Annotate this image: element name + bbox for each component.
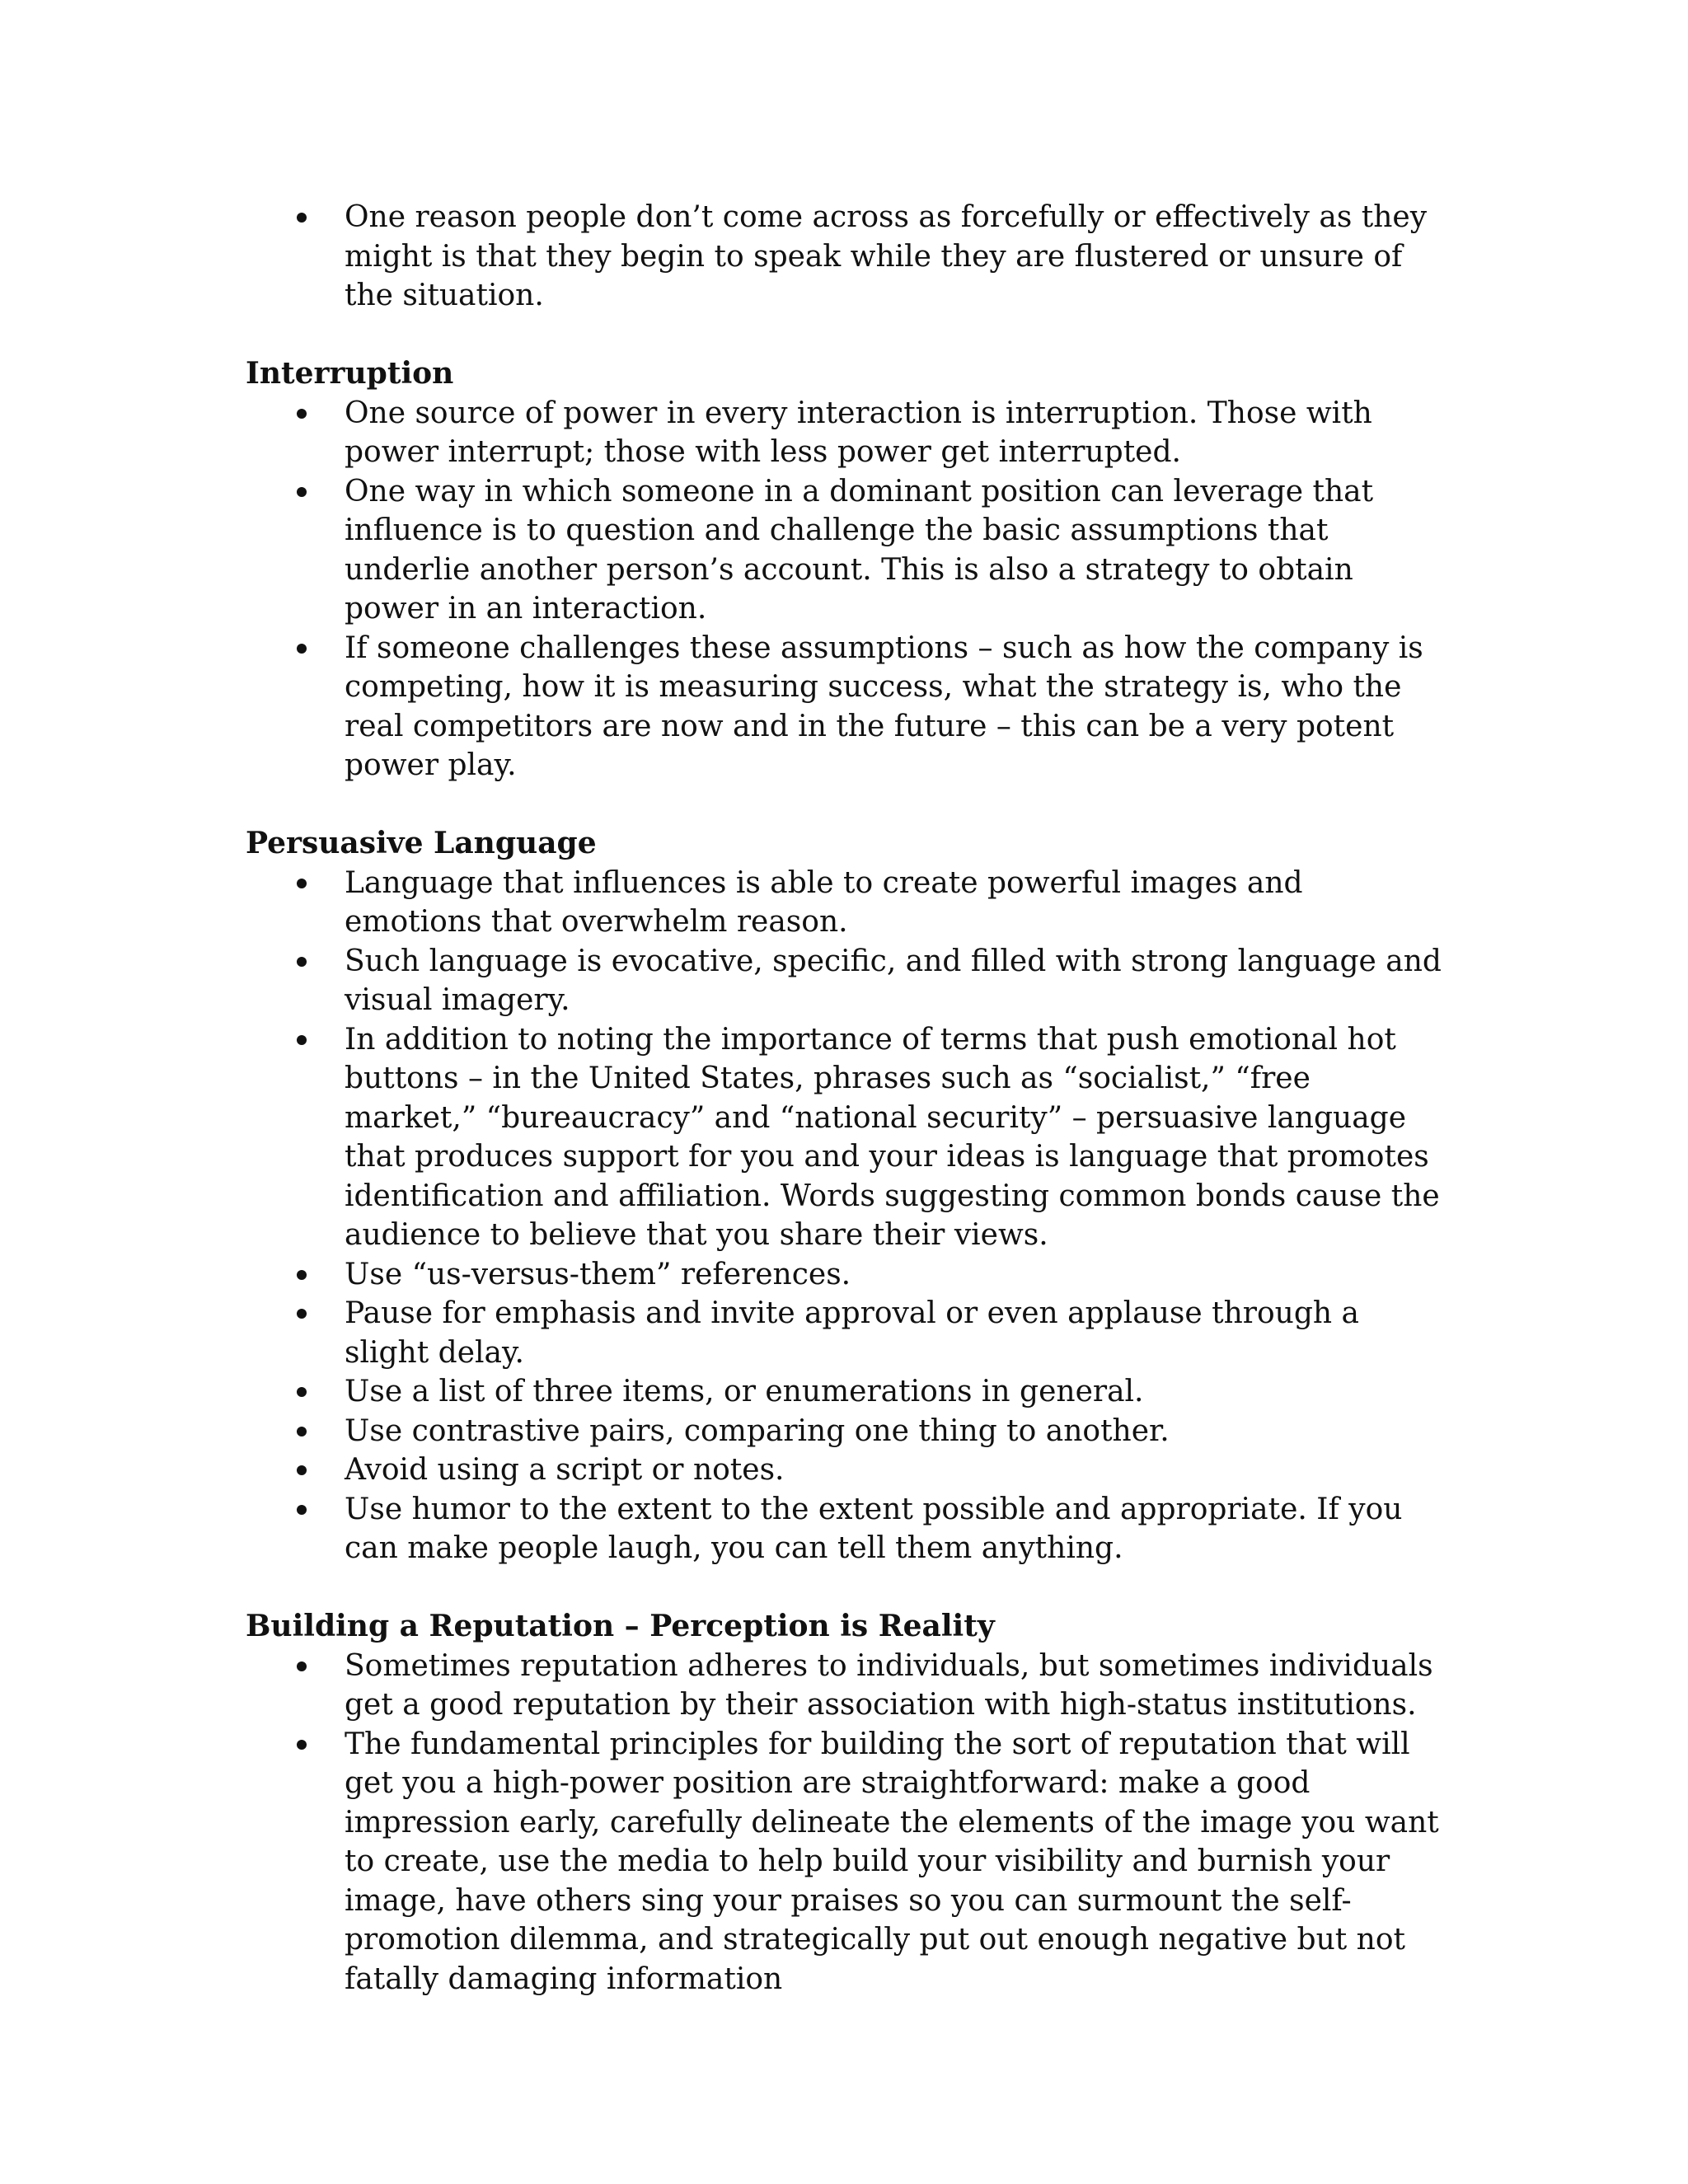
section-spacer <box>246 785 1449 825</box>
bullet-text: Such language is evocative, specific, and filled with strong language and visual imagery. <box>345 944 1442 1017</box>
bullet-item <box>246 1020 1449 1255</box>
bullet-item <box>246 1725 1449 1999</box>
bullet-text: If someone challenges these assumptions – such as how the company is competing, how it is measuring success, what the strategy is, who the real competitors are now and in the future – this can be a very potent power play. <box>345 630 1423 782</box>
bullet-item <box>246 1647 1449 1725</box>
section-spacer <box>246 316 1449 355</box>
bullet-text: In addition to noting the importance of terms that push emotional hot buttons – in the United States, phrases such as “socialist,” “free market,” “bureaucracy” and “national security” – persuasive language that produces support for you and your ideas is language that promotes identification and affiliation. Words suggesting common bonds cause the audience to believe that you share their views. <box>345 1022 1440 1252</box>
section-spacer <box>246 1568 1449 1608</box>
bullet-dot-icon <box>297 213 307 223</box>
bullet-dot-icon <box>297 1740 307 1750</box>
bullet-item <box>246 629 1449 785</box>
bullet-text: One reason people don’t come across as forcefully or effectively as they might is that they begin to speak while they are flustered or unsure of the situation. <box>345 200 1428 312</box>
bullet-dot-icon <box>297 1035 307 1045</box>
bullet-dot-icon <box>297 644 307 654</box>
bullet-dot-icon <box>297 1270 307 1280</box>
intro-bullet-list <box>246 198 1449 316</box>
document-body <box>246 198 1449 1999</box>
bullet-item <box>246 1451 1449 1490</box>
section-heading-persuasive-language: Persuasive Language <box>246 826 597 860</box>
bullet-dot-icon <box>297 487 307 497</box>
bullet-item <box>246 1294 1449 1372</box>
bullet-item <box>246 198 1449 316</box>
bullet-dot-icon <box>297 1465 307 1475</box>
bullet-item <box>246 1372 1449 1412</box>
bullet-text: Use “us-versus-them” references. <box>345 1257 851 1291</box>
bullet-text: Pause for emphasis and invite approval or even applause through a slight delay. <box>345 1296 1359 1370</box>
bullet-item <box>246 472 1449 629</box>
bullet-item <box>246 942 1449 1020</box>
bullet-item <box>246 1412 1449 1451</box>
bullet-text: Avoid using a script or notes. <box>345 1453 785 1487</box>
bullet-dot-icon <box>297 1427 307 1436</box>
bullet-item <box>246 394 1449 472</box>
section-heading-building-reputation: Building a Reputation – Perception is Reality <box>246 1609 995 1643</box>
bullet-text: Use a list of three items, or enumerations in general. <box>345 1375 1144 1408</box>
bullet-dot-icon <box>297 879 307 888</box>
bullet-item <box>246 1255 1449 1295</box>
bullet-dot-icon <box>297 1309 307 1319</box>
bullet-dot-icon <box>297 1661 307 1671</box>
persuasive-language-bullet-list <box>246 864 1449 1568</box>
bullet-dot-icon <box>297 957 307 967</box>
section-heading-interruption: Interruption <box>246 356 454 391</box>
bullet-text: Sometimes reputation adheres to individuals, but sometimes individuals get a good reputation by their association with high-status institutions. <box>345 1648 1433 1722</box>
bullet-dot-icon <box>297 409 307 419</box>
bullet-text: One source of power in every interaction is interruption. Those with power interrupt; those with less power get interrupted. <box>345 396 1372 469</box>
interruption-bullet-list <box>246 394 1449 785</box>
bullet-item <box>246 1490 1449 1568</box>
bullet-text: Language that influences is able to create powerful images and emotions that overwhelm reason. <box>345 865 1303 939</box>
bullet-text: Use contrastive pairs, comparing one thing to another. <box>345 1413 1170 1448</box>
bullet-text: Use humor to the extent to the extent possible and appropriate. If you can make people laugh, you can tell them anything. <box>345 1492 1403 1565</box>
bullet-text: The fundamental principles for building the sort of reputation that will get you a high-power position are straightforward: make a good impression early, carefully delineate the elements of the image you want to create, use the media to help build your visibility and burnish your image, have others sing your praises so you can surmount the self-promotion dilemma, and strategically put out enough negative but not fatally damaging information <box>345 1727 1439 1996</box>
bullet-dot-icon <box>297 1505 307 1515</box>
bullet-text: One way in which someone in a dominant position can leverage that influence is to question and challenge the basic assumptions that underlie another person’s account. This is also a strategy to obtain power in an interaction. <box>345 474 1374 626</box>
bullet-dot-icon <box>297 1387 307 1397</box>
reputation-bullet-list <box>246 1647 1449 1999</box>
bullet-item <box>246 864 1449 942</box>
